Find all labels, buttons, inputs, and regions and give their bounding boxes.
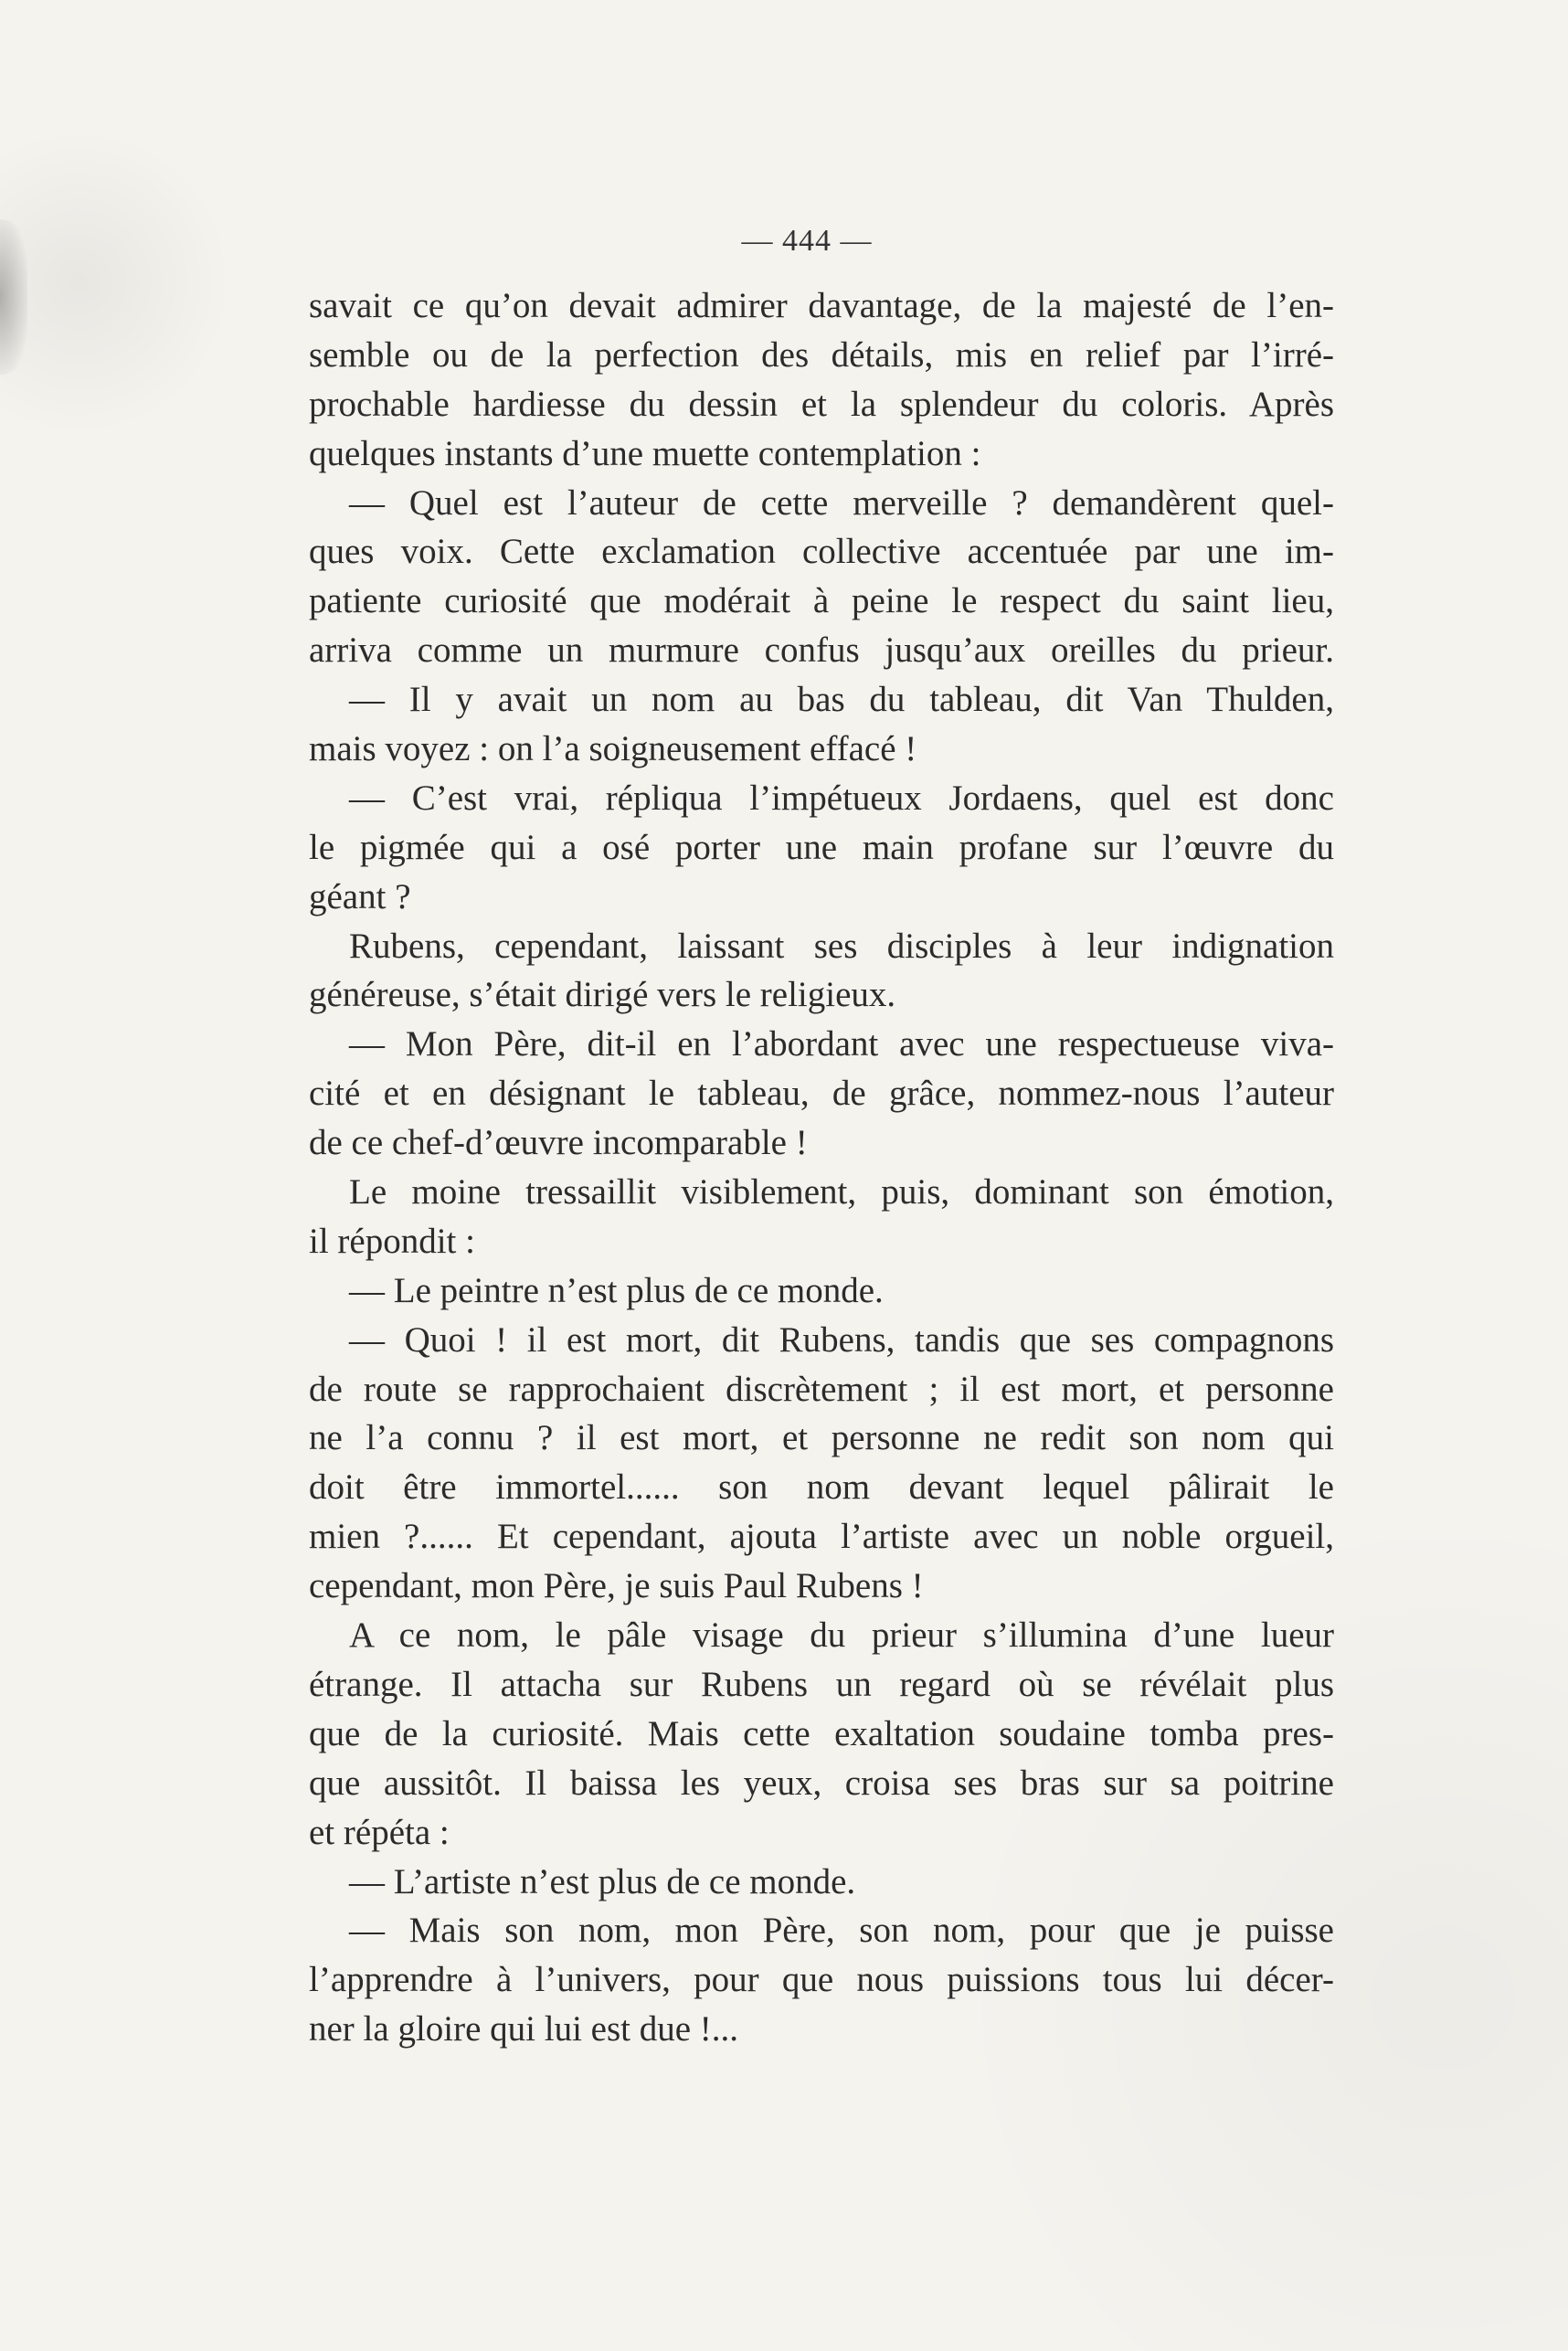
text-line: il répondit : <box>309 1221 475 1261</box>
text-line: mais voyez : on l’a soigneusement effacé ! <box>309 729 917 769</box>
text-line: le pigmée qui a osé porter une main profane sur l’œuvre du <box>309 827 1334 867</box>
text-line: cependant, mon Père, je suis Paul Rubens ! <box>309 1566 924 1606</box>
text-line: et répéta : <box>309 1812 450 1852</box>
text-line: arriva comme un murmure confus jusqu’aux oreilles du prieur. <box>309 630 1334 671</box>
body-text <box>309 281 1334 2054</box>
text-line: ner la gloire qui lui est due !... <box>309 2009 739 2049</box>
text-line: — C’est vrai, répliqua l’impétueux Jordaens, quel est donc <box>349 778 1334 818</box>
text-line: A ce nom, le pâle visage du prieur s’illumina d’une lueur <box>349 1615 1334 1656</box>
text-line: — Quoi ! il est mort, dit Rubens, tandis que ses compagnons <box>349 1319 1334 1360</box>
text-line: prochable hardiesse du dessin et la splendeur du coloris. Après <box>309 384 1334 424</box>
text-line: — Le peintre n’est plus de ce monde. <box>349 1270 884 1310</box>
text-line: géant ? <box>309 876 411 916</box>
text-line: que de la curiosité. Mais cette exaltation soudaine tomba pres- <box>309 1713 1334 1753</box>
text-line: doit être immortel...... son nom devant lequel pâlirait le <box>309 1467 1334 1508</box>
page-number: — 444 — <box>741 224 873 258</box>
text-line: quelques instants d’une muette contemplation : <box>309 433 981 473</box>
text-line: étrange. Il attacha sur Rubens un regard où se révélait plus <box>309 1664 1334 1704</box>
text-line: — Mon Père, dit-il en l’abordant avec une respectueuse viva- <box>349 1024 1334 1064</box>
text-line: généreuse, s’était dirigé vers le religieux. <box>309 975 896 1015</box>
text-line: Rubens, cependant, laissant ses disciples à leur indignation <box>349 926 1334 966</box>
text-line: savait ce qu’on devait admirer davantage, de la majesté de l’en- <box>309 286 1334 325</box>
text-line: semble ou de la perfection des détails, mis en relief par l’irré- <box>309 334 1334 375</box>
text-line: cité et en désignant le tableau, de grâce, nommez-nous l’auteur <box>309 1074 1334 1114</box>
text-line: ques voix. Cette exclamation collective accentuée par une im- <box>309 532 1334 572</box>
text-line: mien ?...... Et cependant, ajouta l’artiste avec un noble orgueil, <box>309 1517 1334 1557</box>
text-line: de ce chef-d’œuvre incomparable ! <box>309 1123 808 1163</box>
text-line: patiente curiosité que modérait à peine le respect du saint lieu, <box>309 581 1334 621</box>
text-line: — Mais son nom, mon Père, son nom, pour que je puisse <box>349 1911 1334 1951</box>
text-line: ne l’a connu ? il est mort, et personne ne redit son nom qui <box>309 1418 1334 1458</box>
text-line: que aussitôt. Il baissa les yeux, croisa ses bras sur sa poitrine <box>309 1763 1334 1803</box>
text-line: Le moine tressaillit visiblement, puis, dominant son émotion, <box>349 1172 1334 1213</box>
text-line: de route se rapprochaient discrètement ; il est mort, et personne <box>309 1369 1334 1409</box>
text-line: — Il y avait un nom au bas du tableau, dit Van Thulden, <box>349 680 1334 720</box>
text-line: — Quel est l’auteur de cette merveille ? demandèrent quel- <box>349 482 1334 523</box>
text-line: l’apprendre à l’univers, pour que nous puissions tous lui décer- <box>309 1960 1334 2000</box>
text-line: — L’artiste n’est plus de ce monde. <box>349 1861 856 1901</box>
